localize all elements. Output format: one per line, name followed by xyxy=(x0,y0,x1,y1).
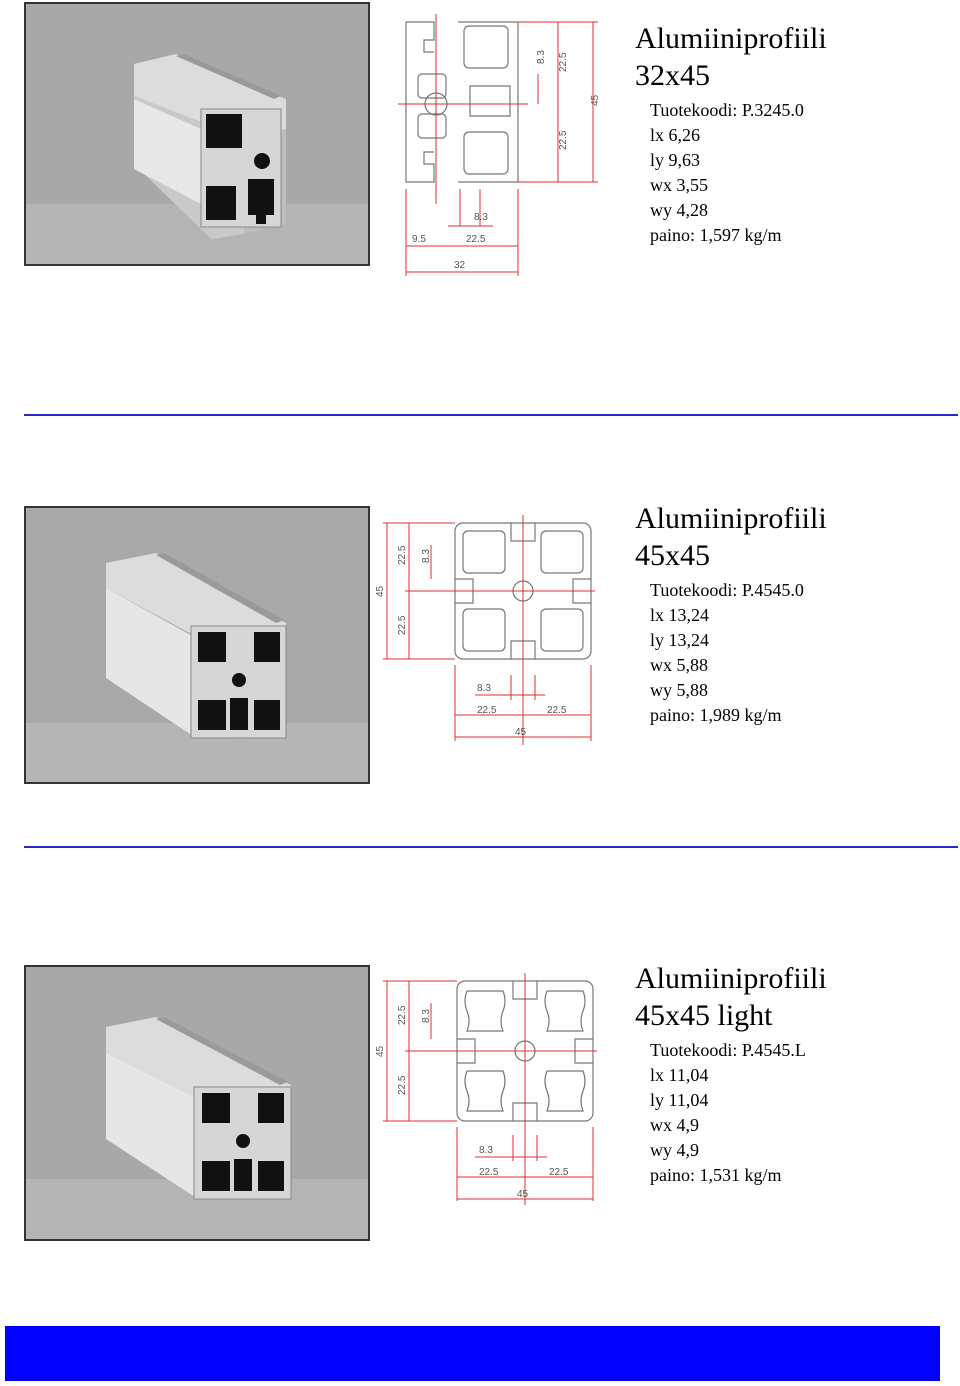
technical-drawing-3 xyxy=(375,973,600,1205)
product-info-3 xyxy=(635,960,945,1188)
dim-label: 22.5 xyxy=(397,615,408,635)
dim-label: 45 xyxy=(375,1045,386,1057)
dim-label: 8.3 xyxy=(421,549,432,563)
dim-label: 22.5 xyxy=(397,545,408,565)
spec-lx: lx 6,26 xyxy=(650,125,701,145)
spec-product-code: Tuotekoodi: P.4545.0 xyxy=(650,580,804,600)
spec-list xyxy=(650,1038,945,1188)
section-divider xyxy=(24,414,958,416)
dim-label: 22.5 xyxy=(477,705,497,716)
technical-drawing-1 xyxy=(398,14,608,276)
dim-label: 8.3 xyxy=(536,50,547,64)
product-title xyxy=(635,960,945,1034)
section-divider xyxy=(24,846,958,848)
product-info-1 xyxy=(635,20,945,248)
spec-product-code: Tuotekoodi: P.3245.0 xyxy=(650,100,804,120)
dim-label: 8.3 xyxy=(479,1145,493,1156)
spec-ly: ly 11,04 xyxy=(650,1090,709,1110)
product-title xyxy=(635,500,945,574)
spec-weight: paino: 1,989 kg/m xyxy=(650,705,782,725)
footer-bar xyxy=(5,1326,940,1381)
dim-label: 22.5 xyxy=(397,1075,408,1095)
spec-wx: wx 3,55 xyxy=(650,175,708,195)
spec-wy: wy 4,28 xyxy=(650,200,708,220)
dim-label: 45 xyxy=(517,1189,529,1200)
spec-wx: wx 5,88 xyxy=(650,655,708,675)
profile-45x45-drawing xyxy=(375,515,600,745)
product-photo-2 xyxy=(24,506,370,784)
technical-drawing-2 xyxy=(375,515,600,745)
product-photo-1 xyxy=(24,2,370,266)
profile-32x45-drawing xyxy=(398,14,608,276)
spec-list xyxy=(650,578,945,728)
profile-45x45-light-drawing xyxy=(375,973,600,1205)
profile-45x45-photo xyxy=(26,508,368,782)
dim-label: 22.5 xyxy=(466,234,486,245)
product-info-2 xyxy=(635,500,945,728)
dim-label: 9.5 xyxy=(412,234,426,245)
dim-label: 22.5 xyxy=(558,130,569,150)
dim-label: 8.3 xyxy=(421,1009,432,1023)
product-title xyxy=(635,20,945,94)
spec-product-code: Tuotekoodi: P.4545.L xyxy=(650,1040,806,1060)
product-title-line2: 32x45 xyxy=(635,59,710,92)
spec-lx: lx 13,24 xyxy=(650,605,710,625)
profile-45x45-light-photo xyxy=(26,967,368,1239)
spec-wy: wy 4,9 xyxy=(650,1140,699,1160)
dim-label: 22.5 xyxy=(547,705,567,716)
dim-label: 8.3 xyxy=(474,212,488,223)
dim-label: 22.5 xyxy=(558,52,569,72)
dim-label: 8.3 xyxy=(477,683,491,694)
product-title-line2: 45x45 xyxy=(635,539,710,572)
dim-label: 22.5 xyxy=(397,1005,408,1025)
dim-label: 45 xyxy=(515,727,527,738)
spec-wy: wy 5,88 xyxy=(650,680,708,700)
spec-ly: ly 9,63 xyxy=(650,150,701,170)
dim-label: 45 xyxy=(590,94,601,106)
dim-label: 22.5 xyxy=(479,1167,499,1178)
dim-label: 32 xyxy=(454,260,466,271)
spec-wx: wx 4,9 xyxy=(650,1115,699,1135)
spec-ly: ly 13,24 xyxy=(650,630,710,650)
dim-label: 22.5 xyxy=(549,1167,569,1178)
product-title-line2: 45x45 light xyxy=(635,999,773,1032)
dim-label: 45 xyxy=(375,585,386,597)
profile-32x45-photo xyxy=(26,4,368,264)
product-photo-3 xyxy=(24,965,370,1241)
spec-weight: paino: 1,597 kg/m xyxy=(650,225,782,245)
product-title-line1: Alumiiniprofiili xyxy=(635,502,827,535)
spec-lx: lx 11,04 xyxy=(650,1065,709,1085)
product-title-line1: Alumiiniprofiili xyxy=(635,962,827,995)
product-title-line1: Alumiiniprofiili xyxy=(635,22,827,55)
spec-weight: paino: 1,531 kg/m xyxy=(650,1165,782,1185)
spec-list xyxy=(650,98,945,248)
